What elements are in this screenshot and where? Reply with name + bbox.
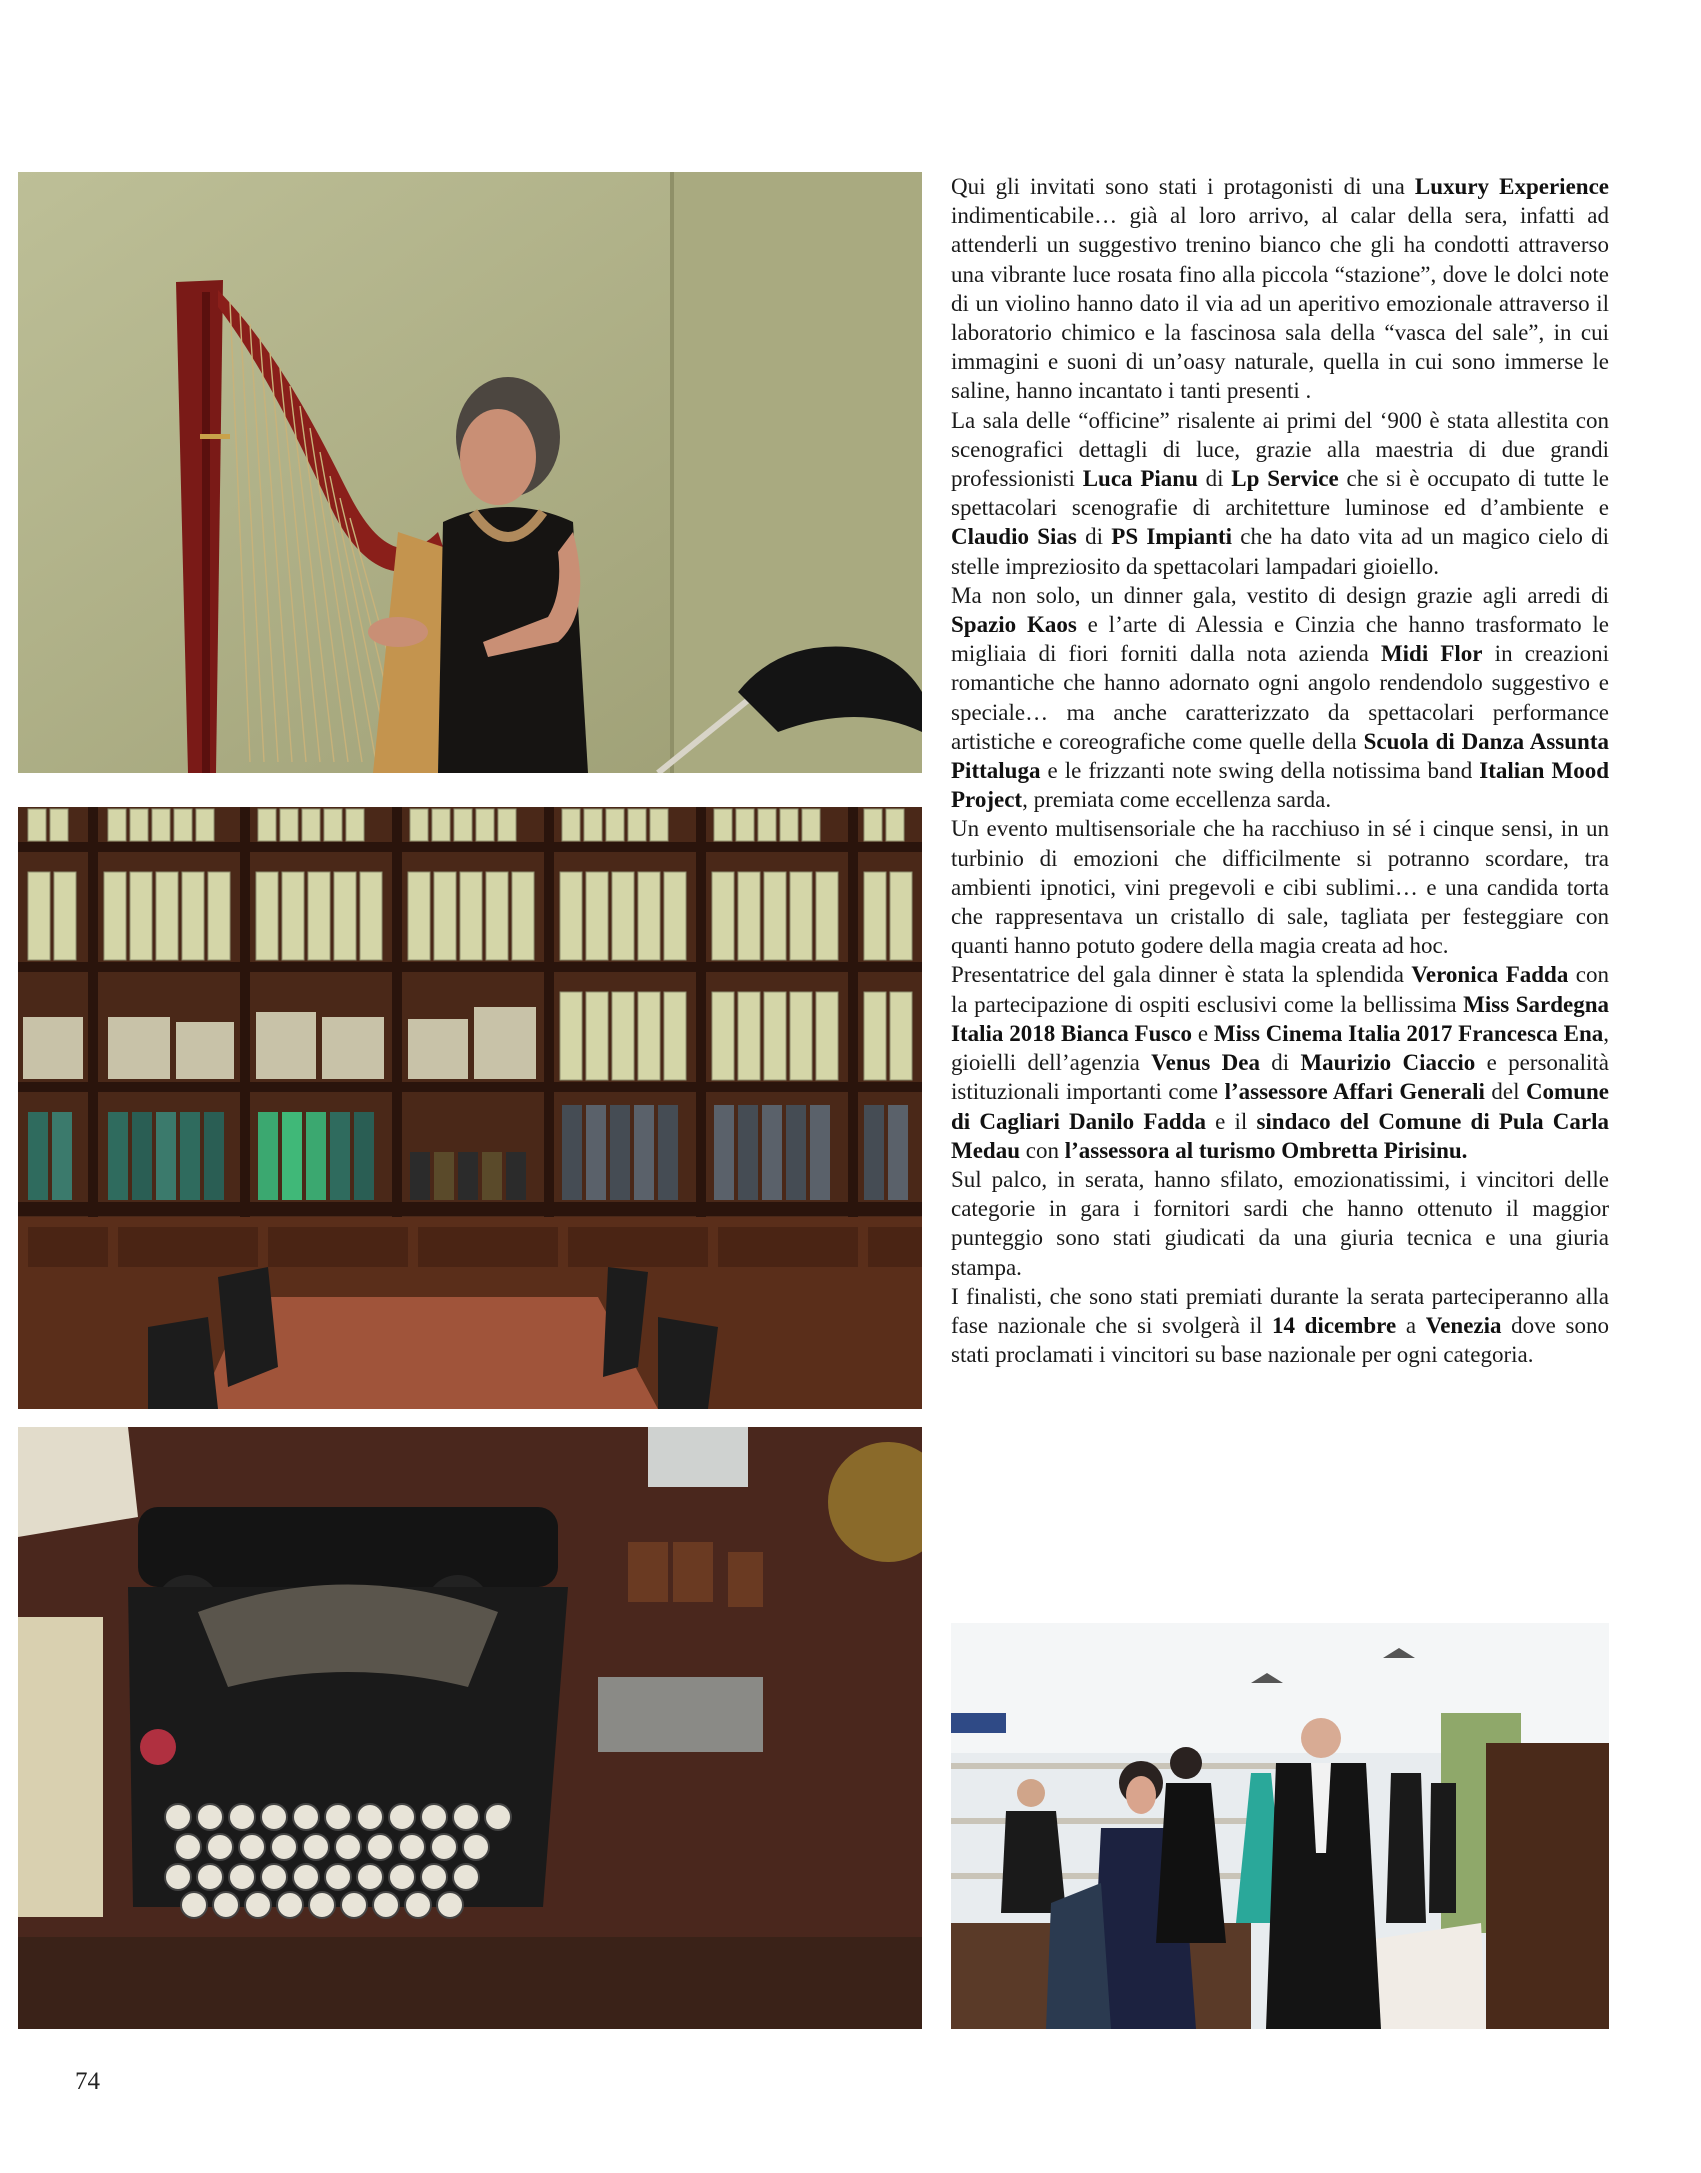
text-run: Qui gli invitati sono stati i protagonisti di una — [951, 174, 1415, 199]
bold-name: Miss Cinema Italia 2017 Francesca Ena — [1213, 1020, 1604, 1046]
bold-name: Claudio Sias — [951, 524, 1077, 550]
page-number: 74 — [75, 2068, 100, 2095]
bold-name: l’assessora al turismo Ombretta Pirisinu. — [1064, 1137, 1468, 1163]
gala-guests-photo — [951, 1623, 1609, 2029]
text-run: di — [1076, 524, 1112, 550]
text-run: Un evento multisensoriale che ha racchiuso in sé i cinque sensi, in un turbinio di emozioni che difficilmente si potranno scordare, tra ambienti ipnotici, vini pregevoli e cibi sublimi… e una candida torta che rappresentava un cristallo di sale, tagliata per festeggiare con quanti hanno potuto godere della magia creata ad hoc. — [951, 816, 1609, 959]
article-paragraph — [951, 406, 1609, 581]
article-paragraph — [951, 960, 1609, 1164]
bold-name: Italian Mood Project — [951, 758, 1609, 813]
text-run: La sala delle “officine” risalente ai primi del ‘900 è stata allestita con scenografici dettagli di luce, grazie alla maestria di due grandi professionisti — [951, 407, 1609, 492]
text-run: , premiata come eccellenza sarda. — [1022, 787, 1332, 813]
article-paragraph — [951, 1282, 1609, 1370]
text-run: , gioielli dell’agenzia — [951, 1020, 1609, 1076]
text-run: a — [1396, 1312, 1426, 1338]
text-run: Presentatrice del gala dinner è stata la splendida — [951, 962, 1412, 988]
bold-name: Scuola di Danza Assunta Pittaluga — [951, 728, 1609, 784]
harpist-photo — [18, 172, 922, 773]
bold-name: Lp Service — [1231, 466, 1339, 492]
text-run: con la partecipazione di ospiti esclusivi come la bellissima — [951, 962, 1609, 1017]
article-paragraph — [951, 1165, 1609, 1282]
bold-name: Comune di Cagliari Danilo Fadda — [951, 1079, 1609, 1134]
bold-name: l’assessore Affari Generali — [1224, 1079, 1485, 1105]
bold-name: PS Impianti — [1111, 524, 1232, 550]
vintage-typewriter-photo — [18, 1427, 922, 2029]
text-run: in creazioni romantiche che hanno adornato ogni angolo rendendolo suggestivo e speciale… ma anche caratterizzato da spettacolari performance artistiche e coreografiche come quelle della — [951, 641, 1609, 754]
article-paragraph — [951, 581, 1609, 815]
bold-name: sindaco del Comune di Pula Carla Medau — [951, 1108, 1609, 1163]
text-run: Ma non solo, un dinner gala, vestito di design grazie agli arredi di — [951, 582, 1609, 608]
bold-name: Veronica Fadda — [1411, 962, 1569, 988]
bold-name: Midi Flor — [1380, 641, 1483, 667]
text-run: e — [1192, 1020, 1214, 1046]
bold-name: Venezia — [1425, 1312, 1502, 1338]
text-run: del — [1484, 1079, 1526, 1105]
text-run: e l’arte di Alessia e Cinzia che hanno trasformato le migliaia di fiori forniti dalla nota azienda — [951, 612, 1609, 667]
text-run: di — [1197, 466, 1232, 492]
bold-name: Miss Sardegna Italia 2018 Bianca Fusco — [951, 991, 1610, 1046]
text-run: e il — [1205, 1108, 1257, 1134]
text-run: e personalità istituzionali importanti come — [951, 1050, 1609, 1105]
text-run: Sul palco, in serata, hanno sfilato, emozionatissimi, i vincitori delle categorie in gara i fornitori sardi che hanno ottenuto il maggior punteggio sono stati giudicati da una giuria tecnica e una giuria stampa. — [951, 1166, 1609, 1280]
text-run: e le frizzanti note swing della notissima band — [1040, 758, 1480, 784]
archive-bookshelves-photo — [18, 807, 922, 1409]
text-run: che ha dato vita ad un magico cielo di stelle impreziosito da spettacolari lampadari gioiello. — [951, 524, 1609, 579]
bold-name: Venus Dea — [1151, 1050, 1260, 1076]
text-run: I finalisti, che sono stati premiati durante la serata parteciperanno alla fase nazionale che si svolgerà il — [951, 1283, 1609, 1338]
text-run: di — [1259, 1050, 1301, 1076]
text-run: che si è occupato di tutte le spettacolari scenografie di architetture luminose ed d’ambiente e — [951, 466, 1609, 521]
text-run: con — [1020, 1137, 1065, 1163]
bold-name: Spazio Kaos — [951, 612, 1077, 638]
article-body — [951, 172, 1609, 1369]
bold-name: 14 dicembre — [1271, 1312, 1397, 1338]
bold-name: Maurizio Ciaccio — [1300, 1050, 1476, 1076]
bold-name: Luxury Experience — [1414, 174, 1609, 199]
article-paragraph — [951, 172, 1609, 406]
text-run: dove sono stati proclamati i vincitori su base nazionale per ogni categoria. — [951, 1312, 1609, 1368]
article-paragraph — [951, 814, 1609, 960]
text-run: indimenticabile… già al loro arrivo, al calar della sera, infatti ad attenderli un suggestivo trenino bianco che gli ha condotti attraverso una vibrante luce rosata fino alla piccola “stazione”, dove le dolci note di un violino hanno dato il via ad un aperitivo emozionale attraverso il laboratorio chimico e la fascinosa sala della “vasca del sale”, in cui immagini e suoni di un’oasy naturale, quella in cui sono immerse le saline, hanno incantato i tanti presenti . — [951, 203, 1609, 404]
bold-name: Luca Pianu — [1082, 466, 1198, 492]
